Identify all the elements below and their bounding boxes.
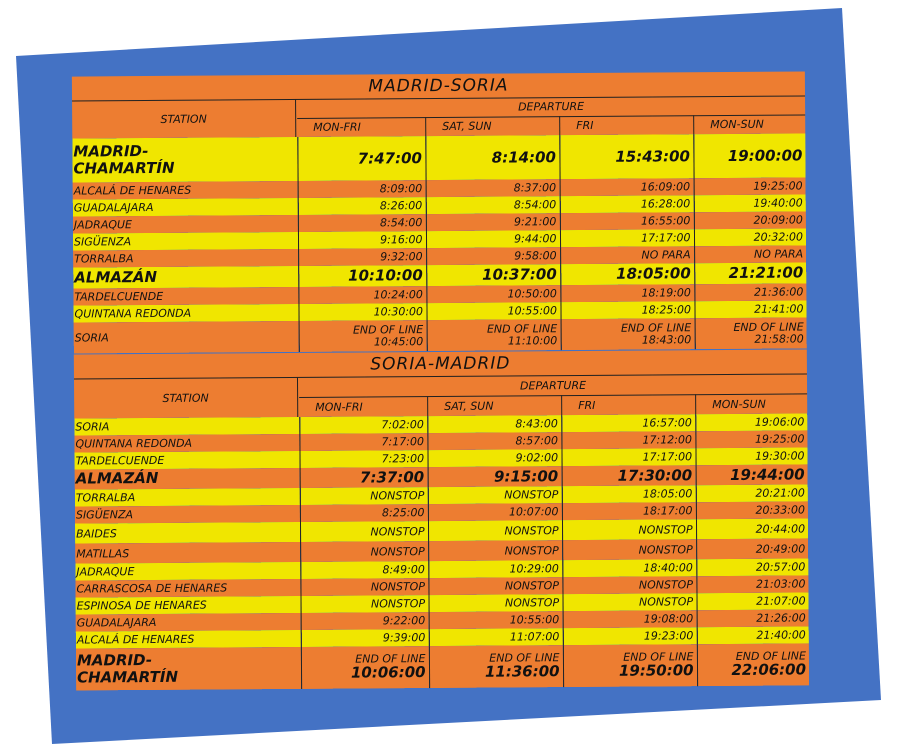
station-name: ESPINOSA DE HENARES: [76, 598, 207, 613]
departure-time: 7:02:00: [299, 416, 427, 434]
departure-time: 8:54:00: [298, 214, 426, 232]
departure-time: 21:41:00: [694, 300, 806, 318]
day-header: MON-SUN: [693, 114, 805, 134]
station-name: JADRAQUE: [73, 218, 133, 232]
timetable: [74, 413, 809, 690]
departure-time: 7:37:00: [300, 467, 428, 488]
departure-time: 19:06:00: [695, 413, 807, 431]
departure-time: 18:17:00: [562, 502, 696, 520]
station-name: CARRASCOSA DE HENARES: [76, 581, 228, 596]
departure-time: 10:29:00: [428, 560, 562, 578]
station-name: JADRAQUE: [76, 565, 135, 579]
departure-time: 16:55:00: [560, 212, 694, 230]
section-title: SORIA-MADRID: [74, 349, 807, 379]
departure-time: END OF LINE 11:36:00: [429, 645, 563, 688]
departure-time: 20:21:00: [696, 484, 808, 502]
departure-time: 7:47:00: [297, 136, 425, 181]
departure-time: 20:33:00: [696, 501, 808, 519]
departure-time: 17:30:00: [562, 465, 696, 486]
section-soria-madrid: [74, 349, 809, 689]
departure-time: 10:24:00: [298, 286, 426, 304]
departure-time: 19:40:00: [694, 194, 806, 212]
departure-time: 9:58:00: [426, 247, 560, 265]
table-row: [76, 643, 809, 690]
station-name: SIGÜENZA: [75, 508, 134, 522]
station-header: STATION: [72, 99, 296, 139]
departure-time: 19:08:00: [563, 610, 697, 628]
departure-time: 20:57:00: [696, 558, 808, 576]
departure-time: 19:25:00: [694, 177, 806, 195]
table-header: [74, 373, 807, 418]
departure-time: 9:16:00: [298, 231, 426, 249]
departure-time: NONSTOP: [562, 593, 696, 611]
station-name: ALMAZÁN: [75, 469, 159, 488]
departure-time: 21:26:00: [697, 609, 809, 627]
station-name: SORIA: [74, 331, 109, 345]
departure-header: DEPARTURE: [299, 373, 807, 398]
departure-time: 8:54:00: [426, 196, 560, 214]
station-name: MADRID- CHAMARTÍN: [76, 650, 179, 687]
departure-time: END OF LINE 22:06:00: [697, 643, 809, 686]
departure-time: END OF LINE 10:45:00: [299, 320, 427, 352]
station-name: TORRALBA: [75, 491, 136, 505]
departure-time: NONSTOP: [428, 577, 562, 595]
departure-time: 21:40:00: [697, 626, 809, 644]
departure-time: 9:15:00: [428, 466, 562, 487]
departure-time: 19:44:00: [696, 464, 808, 485]
departure-time: 8:14:00: [425, 135, 559, 180]
departure-time: 16:28:00: [560, 195, 694, 213]
departure-time: 8:09:00: [298, 180, 426, 198]
departure-time: 21:03:00: [696, 575, 808, 593]
station-name: SORIA: [75, 420, 110, 434]
station-name: TARDELCUENDE: [75, 453, 165, 468]
station-name: ALCALÁ DE HENARES: [73, 183, 192, 198]
departure-time: 10:37:00: [426, 264, 560, 286]
day-header: MON-FRI: [315, 400, 363, 414]
departure-time: 17:17:00: [561, 448, 695, 466]
departure-time: 19:30:00: [695, 447, 807, 465]
station-name: ALCALÁ DE HENARES: [76, 632, 195, 647]
departure-time: 9:22:00: [301, 612, 429, 630]
departure-time: END OF LINE 19:50:00: [563, 644, 697, 687]
departure-time: 10:50:00: [426, 285, 560, 303]
day-header: FRI: [561, 394, 695, 415]
departure-time: 9:02:00: [427, 449, 561, 467]
timetable-board: [72, 71, 809, 689]
departure-time: 18:05:00: [562, 485, 696, 503]
departure-time: 7:23:00: [299, 450, 427, 468]
departure-time: 19:25:00: [695, 430, 807, 448]
station-name: GUADALAJARA: [73, 200, 154, 215]
departure-time: 8:25:00: [300, 504, 428, 522]
departure-time: 20:49:00: [696, 538, 808, 559]
day-header: MON-FRI: [313, 120, 361, 134]
station-name: TORRALBA: [74, 252, 134, 266]
departure-time: NONSTOP: [428, 520, 562, 541]
departure-time: 18:25:00: [560, 301, 694, 319]
departure-time: NONSTOP: [301, 595, 429, 613]
departure-time: 15:43:00: [559, 134, 693, 179]
departure-time: 8:49:00: [300, 561, 428, 579]
departure-time: NONSTOP: [300, 541, 428, 562]
departure-time: 21:07:00: [696, 592, 808, 610]
station-name: ALMAZÁN: [74, 267, 158, 287]
departure-time: 11:07:00: [429, 628, 563, 646]
departure-time: 10:55:00: [426, 302, 560, 320]
departure-time: 20:09:00: [694, 211, 806, 229]
departure-time: NO PARA: [560, 246, 694, 264]
departure-time: 9:44:00: [426, 230, 560, 248]
departure-time: END OF LINE 18:43:00: [561, 318, 695, 350]
departure-time: END OF LINE 21:58:00: [695, 317, 807, 349]
departure-time: NONSTOP: [300, 578, 428, 596]
departure-time: NONSTOP: [562, 576, 696, 594]
section-madrid-soria: [72, 71, 807, 354]
departure-time: 8:26:00: [298, 197, 426, 215]
departure-header: DEPARTURE: [297, 95, 805, 119]
departure-time: 9:39:00: [301, 629, 429, 647]
departure-time: 16:57:00: [561, 414, 695, 432]
table-header: [72, 95, 805, 138]
departure-time: 21:36:00: [694, 283, 806, 301]
section-title: MADRID-SORIA: [72, 71, 805, 101]
departure-time: END OF LINE 11:10:00: [427, 319, 561, 351]
day-header: SAT, SUN: [425, 116, 559, 136]
departure-time: NONSTOP: [300, 521, 428, 542]
departure-time: 8:57:00: [427, 432, 561, 450]
departure-time: 19:23:00: [563, 627, 697, 645]
departure-time: 21:21:00: [694, 262, 806, 284]
departure-time: 18:19:00: [560, 284, 694, 302]
departure-time: 20:44:00: [696, 518, 808, 539]
departure-time: 10:07:00: [428, 503, 562, 521]
departure-time: 20:32:00: [694, 228, 806, 246]
day-header: MON-SUN: [695, 393, 807, 414]
day-header: FRI: [559, 115, 693, 135]
departure-time: NONSTOP: [428, 486, 562, 504]
departure-time: END OF LINE 10:06:00: [301, 646, 429, 689]
departure-time: 9:21:00: [426, 213, 560, 231]
departure-time: NONSTOP: [562, 519, 696, 540]
departure-time: 10:30:00: [298, 303, 426, 321]
departure-time: 18:40:00: [562, 559, 696, 577]
departure-time: 10:10:00: [298, 265, 426, 287]
station-name: SIGÜENZA: [73, 235, 132, 249]
station-name: QUINTANA REDONDA: [74, 306, 192, 321]
station-name: MATILLAS: [76, 546, 130, 561]
station-name: GUADALAJARA: [76, 615, 157, 630]
departure-time: 18:05:00: [560, 263, 694, 285]
station-name: TARDELCUENDE: [74, 289, 164, 304]
departure-time: 19:00:00: [693, 133, 805, 178]
departure-time: NONSTOP: [429, 594, 563, 612]
departure-time: NONSTOP: [300, 487, 428, 505]
departure-time: 17:12:00: [561, 431, 695, 449]
table-row: [72, 133, 805, 182]
departure-time: 9:32:00: [298, 248, 426, 266]
departure-time: 7:17:00: [299, 433, 427, 451]
departure-time: 8:43:00: [427, 415, 561, 433]
departure-time: 16:09:00: [560, 178, 694, 196]
station-name: BAIDES: [76, 526, 117, 541]
timetable: [72, 133, 806, 353]
station-header: STATION: [74, 377, 298, 419]
departure-time: NONSTOP: [428, 540, 562, 561]
day-header: SAT, SUN: [427, 395, 561, 416]
table-row: [74, 317, 807, 353]
departure-time: NO PARA: [694, 245, 806, 263]
departure-time: NONSTOP: [562, 539, 696, 560]
departure-time: 10:55:00: [429, 611, 563, 629]
departure-time: 17:17:00: [560, 229, 694, 247]
station-name: MADRID- CHAMARTÍN: [73, 141, 175, 178]
station-name: QUINTANA REDONDA: [75, 436, 193, 451]
departure-time: 8:37:00: [426, 179, 560, 197]
